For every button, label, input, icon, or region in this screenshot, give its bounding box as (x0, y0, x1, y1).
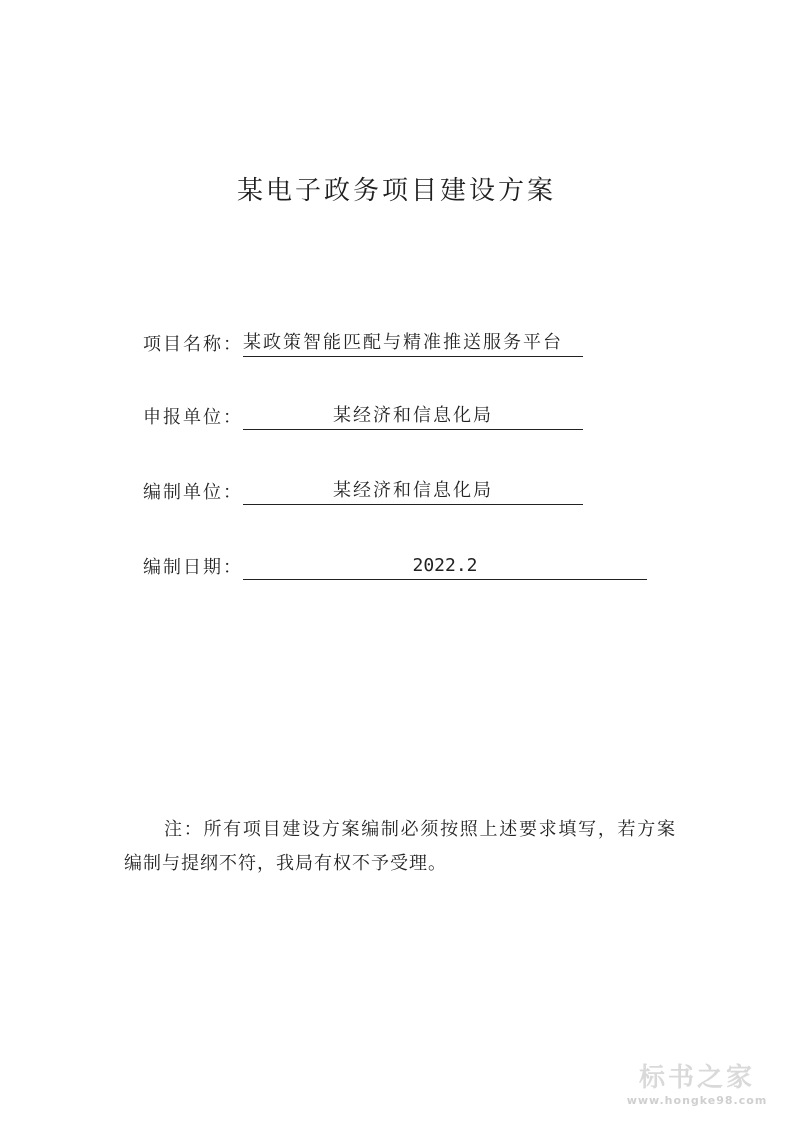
compiler-field (143, 475, 583, 505)
date-field (143, 550, 647, 580)
submission-note: 注：所有项目建设方案编制必须按照上述要求填写，若方案编制与提纲不符，我局有权不予受理。 (124, 819, 676, 874)
watermark-url: www.hongke98.com (626, 1094, 768, 1107)
applicant-field (143, 400, 583, 430)
watermark-brand: 标书之家 (638, 1063, 755, 1093)
applicant-value: 某经济和信息化局 (243, 404, 583, 430)
project-name-label: 项目名称： (143, 334, 243, 355)
compiler-value: 某经济和信息化局 (243, 479, 583, 505)
date-label: 编制日期： (143, 557, 243, 578)
project-name-value: 某政策智能匹配与精准推送服务平台 (243, 331, 583, 357)
compiler-label: 编制单位： (143, 482, 243, 503)
watermark-logo (617, 1062, 777, 1108)
date-value: 2022.2 (243, 554, 647, 580)
applicant-label: 申报单位： (143, 407, 243, 428)
document-title: 某电子政务项目建设方案 (236, 176, 556, 206)
project-name-field (143, 327, 583, 357)
